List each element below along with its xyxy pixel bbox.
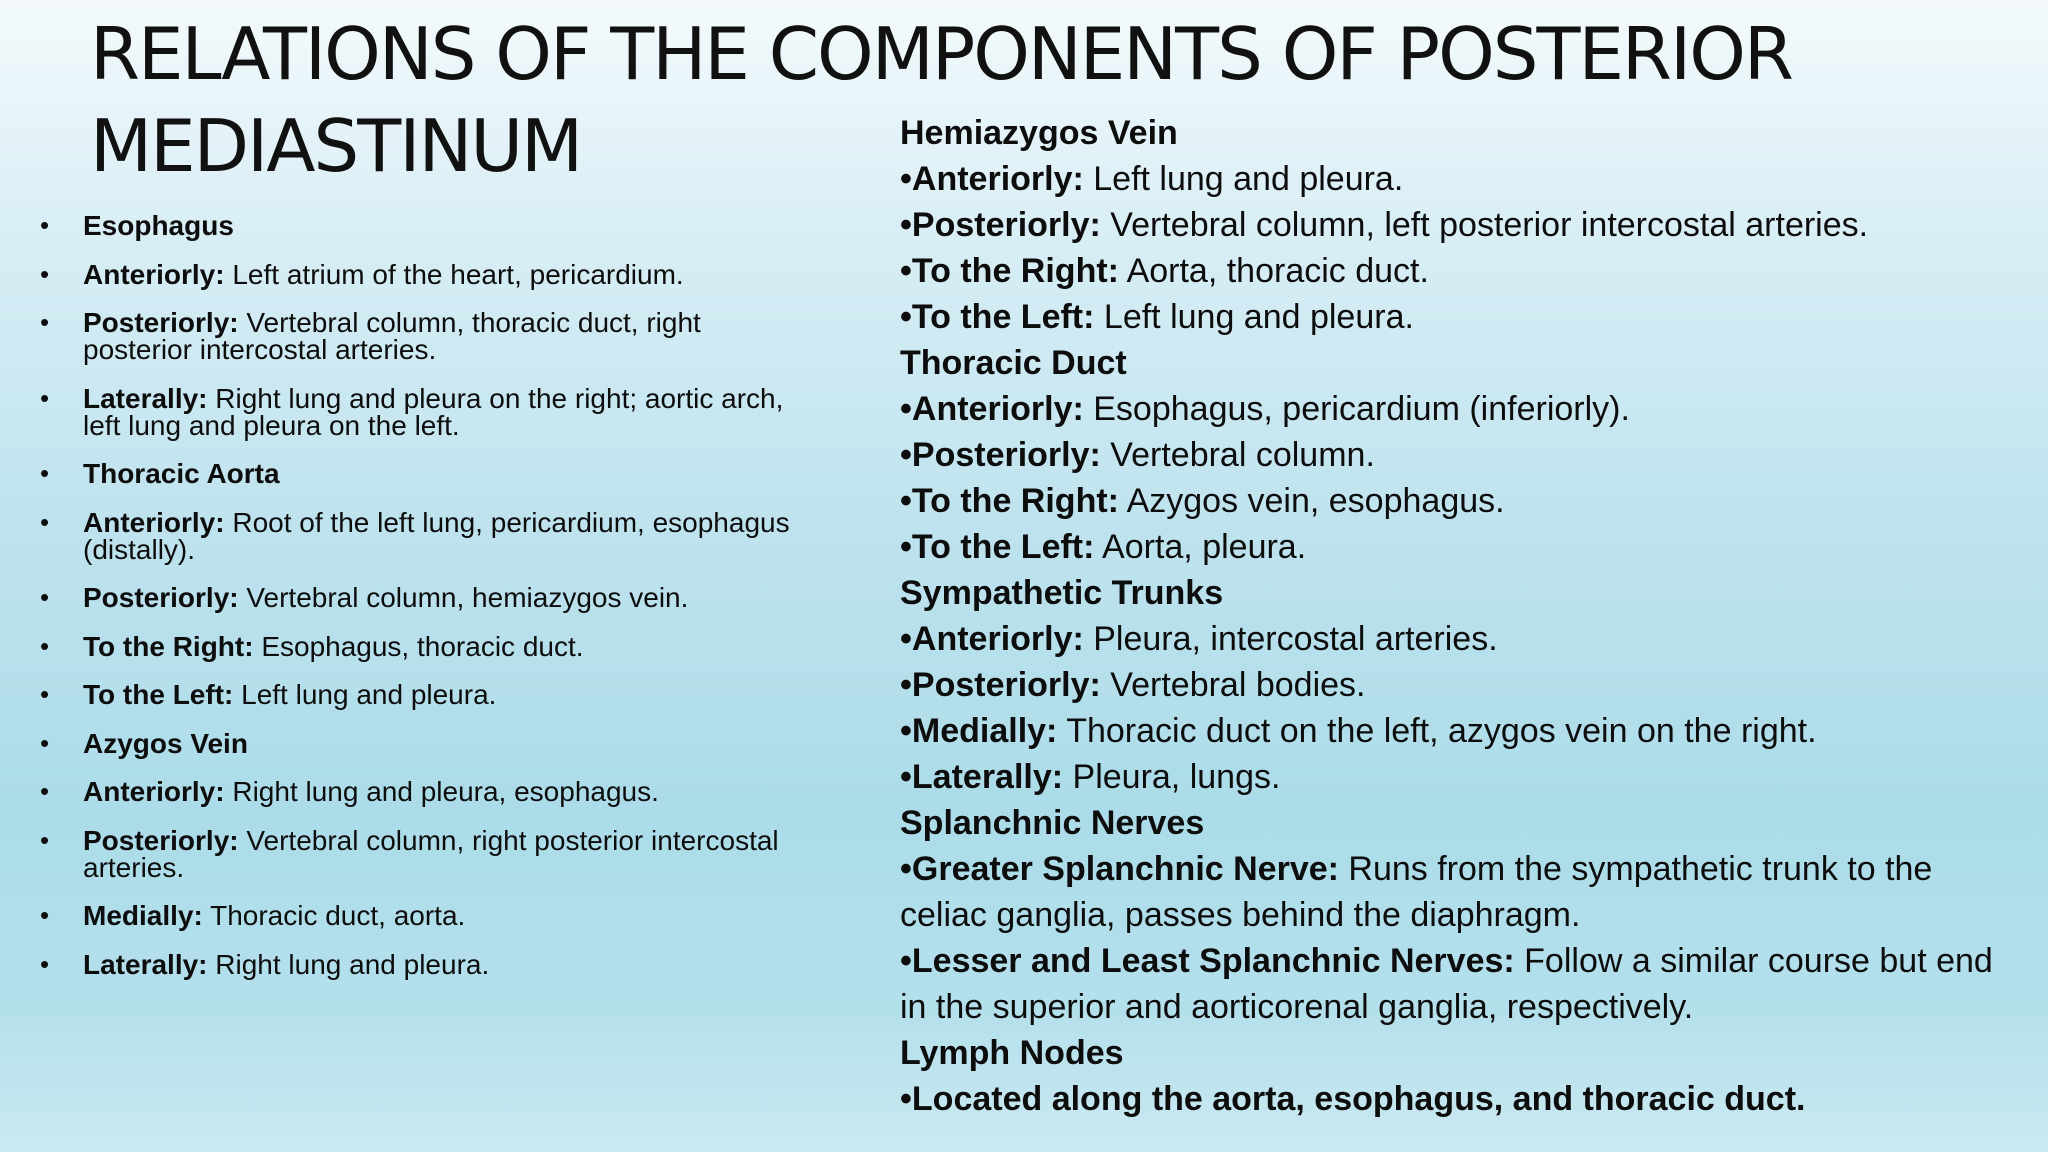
section-heading-lymph-nodes: Lymph Nodes bbox=[900, 1034, 1124, 1072]
section-heading-splanchnic-nerves: Splanchnic Nerves bbox=[900, 804, 1205, 842]
list-item bbox=[40, 681, 800, 708]
relation-text: Azygos vein, esophagus. bbox=[1119, 482, 1505, 520]
list-item bbox=[40, 584, 800, 611]
section-heading-hemiazygos-vein: Hemiazygos Vein bbox=[900, 114, 1178, 152]
relation-text: Thoracic duct, aorta. bbox=[202, 900, 466, 931]
relation-label: •Located along the aorta, esophagus, and thoracic duct. bbox=[900, 1080, 1806, 1118]
bullet-icon: • bbox=[40, 582, 50, 612]
relation-label: •Laterally: bbox=[900, 758, 1064, 796]
list-item bbox=[40, 460, 800, 487]
list-item bbox=[900, 616, 2020, 662]
relation-label: •Posteriorly: bbox=[900, 666, 1101, 704]
bullet-icon: • bbox=[40, 727, 50, 758]
relation-text: Vertebral column. bbox=[1100, 436, 1375, 474]
list-item bbox=[900, 478, 2020, 524]
bullet-icon: • bbox=[40, 458, 50, 488]
bullet-icon: • bbox=[40, 679, 50, 709]
bullet-icon: • bbox=[40, 382, 50, 413]
section-heading-thoracic-duct: Thoracic Duct bbox=[900, 344, 1127, 382]
relation-text: Aorta, thoracic duct. bbox=[1119, 252, 1429, 290]
bullet-icon: • bbox=[40, 307, 50, 337]
relation-label: Anteriorly: bbox=[83, 776, 225, 807]
bullet-icon: • bbox=[40, 258, 50, 289]
list-item bbox=[40, 778, 800, 805]
title-line-2: MEDIASTINUM bbox=[90, 104, 582, 188]
relation-label: •Anteriorly: bbox=[900, 160, 1084, 198]
relation-text: Runs from the sympathetic trunk to the celiac ganglia, passes behind the diaphragm. bbox=[900, 850, 1933, 934]
relation-label: Posteriorly: bbox=[83, 307, 239, 338]
relation-text: Root of the left lung, pericardium, esophagus (distally). bbox=[83, 506, 790, 565]
relation-label: Posteriorly: bbox=[83, 824, 239, 856]
relation-text: Vertebral column, right posterior intercostal arteries. bbox=[83, 824, 779, 883]
relation-text: Left lung and pleura. bbox=[233, 679, 497, 710]
relation-text: Aorta, pleura. bbox=[1094, 528, 1307, 566]
relation-text: Vertebral column, hemiazygos vein. bbox=[238, 582, 689, 613]
list-item bbox=[900, 248, 2020, 294]
relation-label: •Anteriorly: bbox=[900, 390, 1084, 428]
relation-label: Medially: bbox=[83, 900, 203, 931]
relation-text: Esophagus, thoracic duct. bbox=[253, 630, 584, 662]
list-item bbox=[40, 382, 800, 441]
bullet-icon: • bbox=[40, 506, 50, 537]
section-heading-esophagus: Esophagus bbox=[83, 210, 234, 241]
bullet-icon: • bbox=[40, 210, 50, 240]
section-heading-sympathetic-trunks: Sympathetic Trunks bbox=[900, 574, 1224, 612]
relation-label: Anteriorly: bbox=[83, 258, 225, 290]
relation-label: Laterally: bbox=[83, 382, 208, 414]
relation-text: Vertebral bodies. bbox=[1100, 666, 1366, 704]
right-column bbox=[900, 110, 2020, 1122]
bullet-icon: • bbox=[40, 776, 50, 806]
bullet-icon: • bbox=[40, 900, 50, 930]
list-item bbox=[900, 1076, 2020, 1122]
list-item bbox=[40, 902, 800, 929]
relation-label: •Lesser and Least Splanchnic Nerves: bbox=[900, 942, 1515, 980]
list-item bbox=[40, 727, 800, 759]
relation-label: To the Left: bbox=[83, 679, 234, 710]
list-item bbox=[900, 202, 2020, 248]
title-line-1: RELATIONS OF THE COMPONENTS OF POSTERIOR bbox=[90, 12, 1792, 96]
list-item bbox=[40, 258, 800, 290]
list-item bbox=[40, 824, 800, 883]
bullet-icon: • bbox=[40, 948, 50, 979]
relation-label: •Posteriorly: bbox=[900, 436, 1101, 474]
list-item bbox=[900, 432, 2020, 478]
list-item bbox=[900, 294, 2020, 340]
list-item bbox=[900, 156, 2020, 202]
bullet-icon: • bbox=[40, 824, 50, 855]
list-item bbox=[40, 948, 800, 980]
list-item bbox=[900, 386, 2020, 432]
bullet-icon: • bbox=[40, 630, 50, 661]
relation-label: Laterally: bbox=[83, 948, 208, 980]
relation-label: •Posteriorly: bbox=[900, 206, 1101, 244]
relation-label: •To the Left: bbox=[900, 528, 1095, 566]
relation-text: Vertebral column, left posterior intercostal arteries. bbox=[1100, 206, 1869, 244]
section-heading-azygos-vein: Azygos Vein bbox=[83, 727, 248, 759]
relation-text: Thoracic duct on the left, azygos vein on the right. bbox=[1057, 712, 1817, 750]
list-item bbox=[40, 630, 800, 662]
relation-label: •To the Left: bbox=[900, 298, 1095, 336]
relation-text: Pleura, lungs. bbox=[1063, 758, 1281, 796]
relation-label: •Medially: bbox=[900, 712, 1058, 750]
relation-label: •To the Right: bbox=[900, 252, 1119, 290]
relation-label: •To the Right: bbox=[900, 482, 1119, 520]
relation-label: To the Right: bbox=[83, 630, 254, 662]
relation-label: Posteriorly: bbox=[83, 582, 239, 613]
relation-label: •Anteriorly: bbox=[900, 620, 1084, 658]
relation-text: Left lung and pleura. bbox=[1083, 160, 1404, 198]
relation-text: Right lung and pleura, esophagus. bbox=[224, 776, 659, 807]
list-item bbox=[40, 506, 800, 565]
relation-text: Left atrium of the heart, pericardium. bbox=[224, 258, 684, 290]
list-item bbox=[40, 309, 800, 363]
list-item bbox=[900, 754, 2020, 800]
relation-text: Left lung and pleura. bbox=[1094, 298, 1414, 336]
list-item bbox=[900, 846, 2020, 938]
list-item bbox=[900, 938, 2020, 1030]
list-item bbox=[40, 212, 800, 239]
relation-label: •Greater Splanchnic Nerve: bbox=[900, 850, 1339, 888]
relation-text: Right lung and pleura. bbox=[207, 948, 490, 980]
list-item bbox=[900, 662, 2020, 708]
relation-text: Pleura, intercostal arteries. bbox=[1083, 620, 1498, 658]
left-bullet-list bbox=[40, 212, 800, 999]
relation-text: Follow a similar course but end in the superior and aorticorenal ganglia, respectively. bbox=[900, 942, 1993, 1026]
section-heading-thoracic-aorta: Thoracic Aorta bbox=[83, 458, 280, 489]
list-item bbox=[900, 524, 2020, 570]
relation-text: Vertebral column, thoracic duct, right posterior intercostal arteries. bbox=[83, 307, 701, 365]
relation-label: Anteriorly: bbox=[83, 506, 225, 538]
relation-text: Esophagus, pericardium (inferiorly). bbox=[1083, 390, 1630, 428]
list-item bbox=[900, 708, 2020, 754]
relation-text: Right lung and pleura on the right; aortic arch, left lung and pleura on the left. bbox=[83, 382, 784, 441]
